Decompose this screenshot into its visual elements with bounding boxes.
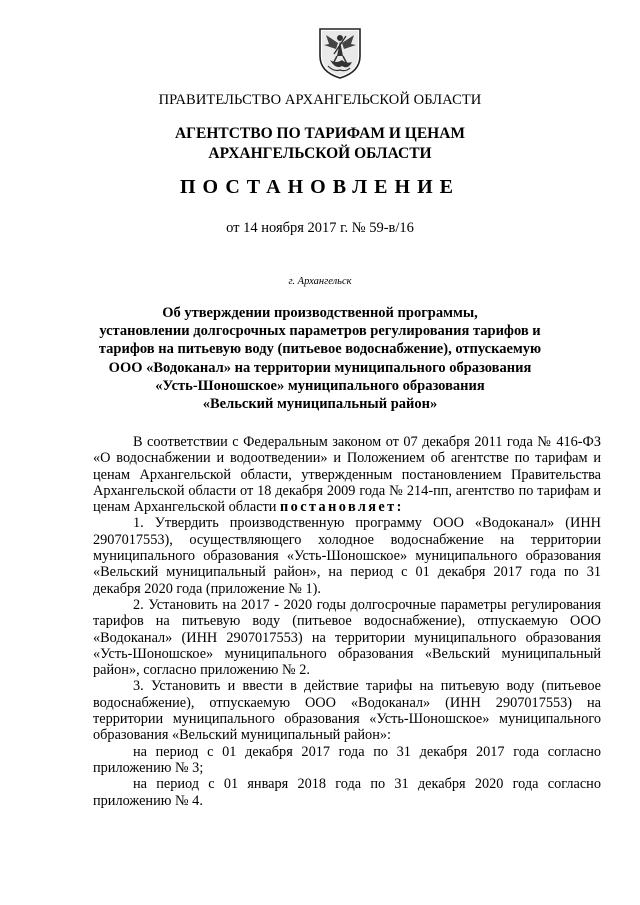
document-date-number: от 14 ноября 2017 г. № 59-в/16 — [226, 220, 414, 236]
title-line: установлении долгосрочных параметров регулирования тарифов и — [99, 323, 541, 340]
document-title — [0, 304, 640, 413]
arkhangelsk-coat-of-arms-icon — [316, 26, 364, 80]
item-3b-paragraph: на период с 01 января 2018 года по 31 декабря 2020 года согласно приложению № 4. — [93, 776, 601, 809]
agency-name — [0, 124, 640, 164]
agency-name-line-1: АГЕНТСТВО ПО ТАРИФАМ И ЦЕНАМ — [174, 125, 466, 142]
preamble-paragraph — [93, 434, 601, 515]
government-name: ПРАВИТЕЛЬСТВО АРХАНГЕЛЬСКОЙ ОБЛАСТИ — [158, 92, 482, 108]
item-1-paragraph: 1. Утвердить производственную программу ООО «Водоканал» (ИНН 2907017553), осуществляющего холодное водоснабжение на территории муниципального образования «Усть-Шоношское» муниципального образования «Вельский муниципальный район», на период с 01 декабря 2017 года по 31 декабря 2020 года (приложение № 1). — [93, 515, 601, 597]
title-line: «Вельский муниципальный район» — [202, 396, 438, 413]
document-type: ПОСТАНОВЛЕНИЕ — [180, 176, 460, 198]
document-body — [93, 434, 601, 809]
document-city: г. Архангельск — [288, 276, 352, 287]
title-line: «Усть-Шоношское» муниципального образования — [155, 377, 485, 394]
title-line: Об утверждении производственной программы, — [162, 305, 478, 321]
agency-name-line-2: АРХАНГЕЛЬСКОЙ ОБЛАСТИ — [208, 145, 432, 162]
preamble-text: В соответствии с Федеральным законом от 07 декабря 2011 года № 416-ФЗ «О водоснабжении и водоотведении» и Положением об агентстве по тарифам и ценам Архангельской области, утвержденным постановлением Правительства Архангельской области от 18 декабря 2009 года № 214-пп, агентство по тарифам и ценам Архангельской области — [93, 434, 601, 516]
item-2-paragraph: 2. Установить на 2017 - 2020 годы долгосрочные параметры регулирования тарифов на питьевую воду (питьевое водоснабжение), отпускаемую ООО «Водоканал» (ИНН 2907017553) на территории муниципального образования «Усть-Шоношское» муниципального образования «Вельский муниципальный район», согласно приложению № 2. — [93, 596, 601, 679]
item-3a-paragraph: на период с 01 декабря 2017 года по 31 декабря 2017 года согласно приложению № 3; — [93, 743, 601, 776]
title-line: ООО «Водоканал» на территории муниципального образования — [108, 359, 532, 376]
item-3-paragraph: 3. Установить и ввести в действие тарифы на питьевую воду (питьевое водоснабжение), отпускаемую ООО «Водоканал» (ИНН 2907017553) на территории муниципального образования «Усть-Шоношское» муниципального образования «Вельский муниципальный район»: — [93, 678, 601, 744]
decree-word: постановляет: — [280, 499, 404, 516]
title-line: тарифов на питьевую воду (питьевое водоснабжение), отпускаемую — [98, 341, 542, 358]
